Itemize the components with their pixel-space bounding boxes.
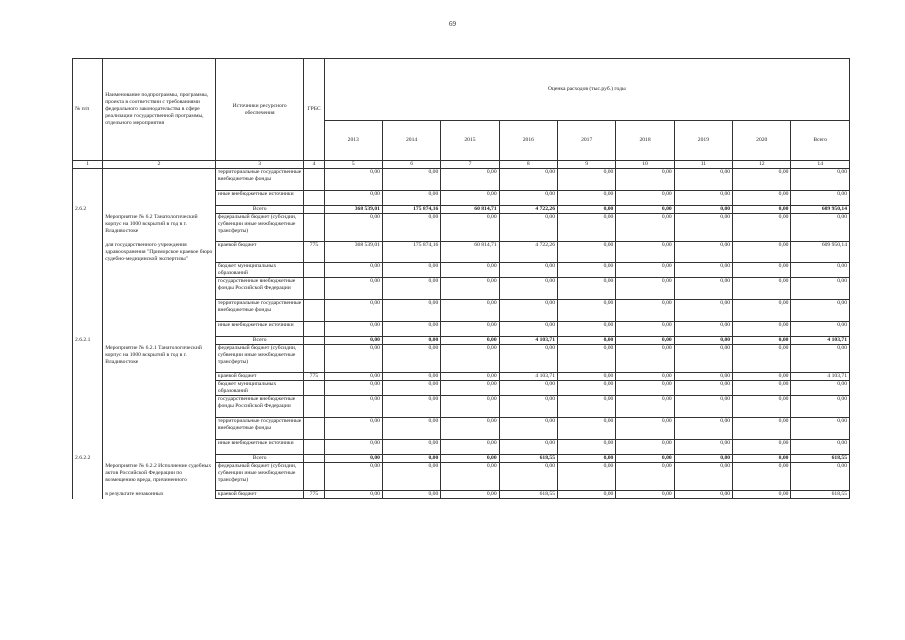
row-value: 0,00 <box>616 491 674 499</box>
row-value: 0,00 <box>558 242 616 263</box>
row-value: 0,00 <box>558 263 616 278</box>
header-costs: Оценка расходов (тыс.руб.) годы <box>324 59 849 121</box>
row-value: 0,00 <box>616 345 674 373</box>
row-value: 0,00 <box>616 373 674 381</box>
row-name: для государственного учреждения здравоохранения "Приморское краевое бюро судебно-медицинской экспертизы" <box>103 242 216 263</box>
row-value: 0,00 <box>558 337 616 345</box>
row-value: 0,00 <box>324 381 382 396</box>
row-value: 0,00 <box>382 191 440 206</box>
row-source: территориальные государственные внебюджетные фонды <box>215 300 304 322</box>
row-value: 0,00 <box>558 214 616 242</box>
row-value: 0,00 <box>441 169 499 191</box>
row-value: 0,00 <box>324 491 382 499</box>
row-name <box>103 169 216 191</box>
row-value: 0,00 <box>616 206 674 214</box>
row-num <box>73 396 103 418</box>
row-source: территориальные государственные внебюджетные фонды <box>215 418 304 440</box>
row-value: 0,00 <box>441 278 499 300</box>
row-value: 0,00 <box>324 191 382 206</box>
row-value: 0,00 <box>382 322 440 337</box>
row-value: 0,00 <box>441 337 499 345</box>
row-grbs <box>304 396 324 418</box>
row-value: 0,00 <box>733 396 791 418</box>
expenditure-table <box>72 58 850 499</box>
row-grbs <box>304 214 324 242</box>
row-value: 0,00 <box>674 322 732 337</box>
row-source: краевой бюджет <box>215 373 304 381</box>
row-grbs <box>304 345 324 373</box>
row-value: 0,00 <box>674 300 732 322</box>
row-value: 0,00 <box>324 322 382 337</box>
row-value: 0,00 <box>616 278 674 300</box>
row-value: 0,00 <box>791 278 850 300</box>
table-row <box>73 322 850 337</box>
row-value: 0,00 <box>733 440 791 455</box>
row-num <box>73 263 103 278</box>
row-name <box>103 191 216 206</box>
row-value: 0,00 <box>558 191 616 206</box>
header-year: 2015 <box>441 121 499 161</box>
table-row <box>73 242 850 263</box>
header-year: 2017 <box>558 121 616 161</box>
row-value: 0,00 <box>791 300 850 322</box>
header-year: 2018 <box>616 121 674 161</box>
row-name: Мероприятие № 6.2 Танатологический корпус на 1000 вскрытий в год в г. Владивостоке <box>103 214 216 242</box>
row-source: иные внебюджетные источники <box>215 322 304 337</box>
table-row <box>73 206 850 214</box>
row-value: 0,00 <box>441 381 499 396</box>
row-num <box>73 373 103 381</box>
row-value: 0,00 <box>324 337 382 345</box>
row-source: краевой бюджет <box>215 242 304 263</box>
row-value: 0,00 <box>441 191 499 206</box>
row-value: 0,00 <box>499 381 557 396</box>
header-name: Наименование подпрограммы, программы, проекта в соответствии с требованиями федерального законодательства в сфере реализации государственной программы, отдельного мероприятия <box>103 59 216 161</box>
header-year: 2020 <box>733 121 791 161</box>
row-value: 0,00 <box>674 381 732 396</box>
row-value: 0,00 <box>558 206 616 214</box>
row-value: 0,00 <box>616 263 674 278</box>
row-num <box>73 242 103 263</box>
row-name <box>103 418 216 440</box>
row-value: 175 874,16 <box>382 206 440 214</box>
row-value: 0,00 <box>441 345 499 373</box>
header-index: 4 <box>304 161 324 169</box>
header-index: 10 <box>616 161 674 169</box>
row-value: 0,00 <box>382 345 440 373</box>
row-grbs: 775 <box>304 373 324 381</box>
row-value: 0,00 <box>382 440 440 455</box>
row-value: 0,00 <box>324 463 382 491</box>
row-value: 0,00 <box>558 381 616 396</box>
row-value: 0,00 <box>382 455 440 463</box>
row-source: краевой бюджет <box>215 491 304 499</box>
row-num <box>73 191 103 206</box>
row-value: 0,00 <box>558 418 616 440</box>
row-value: 0,00 <box>674 396 732 418</box>
row-value: 0,00 <box>733 373 791 381</box>
row-value: 0,00 <box>382 278 440 300</box>
row-name: Мероприятие № 6.2.1 Танатологический корпус на 1000 вскрытий в год в г. Владивостоке <box>103 345 216 373</box>
row-value: 0,00 <box>441 373 499 381</box>
row-value: 618,55 <box>791 491 850 499</box>
header-year: 2014 <box>382 121 440 161</box>
row-value: 0,00 <box>791 463 850 491</box>
page-number: 69 <box>449 20 456 28</box>
row-value: 0,00 <box>324 418 382 440</box>
row-value: 0,00 <box>441 263 499 278</box>
header-index: 9 <box>558 161 616 169</box>
row-source: федеральный бюджет (субсидии, субвенции иные межбюджетные трансферты) <box>215 214 304 242</box>
row-value: 0,00 <box>791 381 850 396</box>
row-value: 0,00 <box>382 373 440 381</box>
row-value: 0,00 <box>616 418 674 440</box>
row-num <box>73 300 103 322</box>
row-num: 2.6.2.2 <box>73 455 103 463</box>
row-value: 0,00 <box>674 373 732 381</box>
row-value: 0,00 <box>558 373 616 381</box>
row-source: территориальные государственные внебюджетные фонды <box>215 169 304 191</box>
row-value: 60 814,71 <box>441 242 499 263</box>
row-name <box>103 337 216 345</box>
row-value: 0,00 <box>674 337 732 345</box>
header-index: 2 <box>103 161 216 169</box>
row-value: 0,00 <box>791 169 850 191</box>
row-value: 0,00 <box>324 300 382 322</box>
table-row <box>73 381 850 396</box>
table-row <box>73 373 850 381</box>
row-value: 0,00 <box>441 491 499 499</box>
row-name <box>103 440 216 455</box>
table-row <box>73 169 850 191</box>
row-source: бюджет муниципальных образований <box>215 381 304 396</box>
row-value: 0,00 <box>558 322 616 337</box>
table-row <box>73 463 850 491</box>
row-value: 0,00 <box>382 396 440 418</box>
row-value: 0,00 <box>616 455 674 463</box>
row-value: 0,00 <box>441 418 499 440</box>
row-value: 0,00 <box>382 491 440 499</box>
row-name <box>103 322 216 337</box>
table-row <box>73 278 850 300</box>
row-value: 0,00 <box>733 381 791 396</box>
table-row <box>73 396 850 418</box>
row-value: 0,00 <box>558 345 616 373</box>
table-row <box>73 300 850 322</box>
row-value: 368 539,01 <box>324 206 382 214</box>
row-value: 0,00 <box>733 491 791 499</box>
row-value: 175 874,16 <box>382 242 440 263</box>
row-value: 0,00 <box>733 263 791 278</box>
row-grbs <box>304 263 324 278</box>
row-num <box>73 169 103 191</box>
row-name <box>103 300 216 322</box>
row-value: 0,00 <box>441 396 499 418</box>
row-value: 0,00 <box>558 169 616 191</box>
row-value: 0,00 <box>616 463 674 491</box>
row-value: 0,00 <box>499 278 557 300</box>
row-value: 0,00 <box>674 169 732 191</box>
header-year: 2016 <box>499 121 557 161</box>
table-row <box>73 418 850 440</box>
row-source: государственные внебюджетные фонды Российской Федерации <box>215 396 304 418</box>
row-num <box>73 463 103 491</box>
row-value: 0,00 <box>382 300 440 322</box>
row-value: 0,00 <box>616 337 674 345</box>
header-source: Источники ресурсного обеспечения <box>215 59 304 161</box>
row-value: 0,00 <box>382 381 440 396</box>
row-value: 0,00 <box>499 300 557 322</box>
row-value: 0,00 <box>791 396 850 418</box>
row-value: 609 950,14 <box>791 242 850 263</box>
row-value: 0,00 <box>733 455 791 463</box>
row-value: 0,00 <box>674 418 732 440</box>
row-value: 0,00 <box>499 263 557 278</box>
row-source: Всего <box>215 206 304 214</box>
row-value: 0,00 <box>558 440 616 455</box>
row-value: 0,00 <box>441 463 499 491</box>
row-value: 0,00 <box>674 263 732 278</box>
row-num <box>73 440 103 455</box>
row-name: Мероприятие № 6.2.2 Исполнение судебных актов Российской Федерации по возмещению вреда, причиненного <box>103 463 216 491</box>
row-value: 0,00 <box>616 214 674 242</box>
row-value: 0,00 <box>674 278 732 300</box>
table-row <box>73 345 850 373</box>
row-value: 0,00 <box>791 440 850 455</box>
row-value: 0,00 <box>499 418 557 440</box>
row-grbs <box>304 206 324 214</box>
row-value: 0,00 <box>324 373 382 381</box>
row-num <box>73 214 103 242</box>
table-row <box>73 337 850 345</box>
row-value: 0,00 <box>674 191 732 206</box>
row-grbs <box>304 463 324 491</box>
row-value: 0,00 <box>558 463 616 491</box>
header-grbs: ГРБС <box>304 59 324 161</box>
row-grbs <box>304 418 324 440</box>
row-grbs <box>304 455 324 463</box>
row-source: Всего <box>215 337 304 345</box>
row-value: 0,00 <box>499 322 557 337</box>
row-grbs: 775 <box>304 242 324 263</box>
row-value: 0,00 <box>499 440 557 455</box>
row-value: 0,00 <box>791 345 850 373</box>
row-grbs <box>304 169 324 191</box>
header-index: 11 <box>674 161 732 169</box>
row-value: 368 539,01 <box>324 242 382 263</box>
row-value: 0,00 <box>733 191 791 206</box>
row-name: в результате незаконных <box>103 491 216 499</box>
row-grbs <box>304 278 324 300</box>
row-value: 0,00 <box>441 440 499 455</box>
table-row <box>73 263 850 278</box>
row-value: 0,00 <box>791 191 850 206</box>
row-source: федеральный бюджет (субсидии, субвенции иные межбюджетные трансферты) <box>215 345 304 373</box>
row-name <box>103 373 216 381</box>
row-value: 0,00 <box>616 169 674 191</box>
row-value: 0,00 <box>441 214 499 242</box>
row-value: 0,00 <box>324 169 382 191</box>
row-num <box>73 491 103 499</box>
row-value: 0,00 <box>733 300 791 322</box>
header-index: 14 <box>791 161 850 169</box>
row-value: 4 103,71 <box>791 373 850 381</box>
row-value: 0,00 <box>499 214 557 242</box>
row-value: 0,00 <box>382 214 440 242</box>
row-value: 0,00 <box>616 322 674 337</box>
row-value: 0,00 <box>324 440 382 455</box>
row-value: 0,00 <box>382 169 440 191</box>
row-value: 609 950,14 <box>791 206 850 214</box>
row-value: 4 722,26 <box>499 242 557 263</box>
row-num <box>73 418 103 440</box>
row-value: 0,00 <box>733 463 791 491</box>
row-value: 0,00 <box>733 206 791 214</box>
row-source: государственные внебюджетные фонды Российской Федерации <box>215 278 304 300</box>
row-value: 0,00 <box>616 440 674 455</box>
row-source: иные внебюджетные источники <box>215 440 304 455</box>
table-row <box>73 440 850 455</box>
row-value: 0,00 <box>791 263 850 278</box>
row-grbs: 775 <box>304 491 324 499</box>
row-value: 4 103,71 <box>499 337 557 345</box>
row-num <box>73 381 103 396</box>
row-name <box>103 278 216 300</box>
row-value: 0,00 <box>791 214 850 242</box>
row-value: 60 814,71 <box>441 206 499 214</box>
row-name <box>103 381 216 396</box>
row-value: 0,00 <box>499 191 557 206</box>
row-value: 0,00 <box>733 418 791 440</box>
header-index: 6 <box>382 161 440 169</box>
row-value: 0,00 <box>791 418 850 440</box>
row-value: 0,00 <box>324 214 382 242</box>
row-grbs <box>304 337 324 345</box>
row-value: 4 103,71 <box>499 373 557 381</box>
table-row <box>73 491 850 499</box>
row-source: федеральный бюджет (субсидии, субвенции иные межбюджетные трансферты) <box>215 463 304 491</box>
row-value: 618,55 <box>499 455 557 463</box>
row-value: 0,00 <box>324 396 382 418</box>
row-value: 0,00 <box>382 263 440 278</box>
row-value: 0,00 <box>441 300 499 322</box>
row-value: 0,00 <box>674 214 732 242</box>
table-row <box>73 214 850 242</box>
header-year: 2013 <box>324 121 382 161</box>
header-year: Всего <box>791 121 850 161</box>
row-value: 0,00 <box>441 455 499 463</box>
row-value: 0,00 <box>441 322 499 337</box>
row-value: 0,00 <box>674 463 732 491</box>
row-name <box>103 263 216 278</box>
row-value: 0,00 <box>382 463 440 491</box>
row-source: Всего <box>215 455 304 463</box>
header-index: 1 <box>73 161 103 169</box>
row-num <box>73 278 103 300</box>
header-index: 8 <box>499 161 557 169</box>
header-index: 7 <box>441 161 499 169</box>
row-value: 0,00 <box>674 491 732 499</box>
row-value: 0,00 <box>499 345 557 373</box>
row-value: 0,00 <box>733 242 791 263</box>
row-grbs <box>304 322 324 337</box>
row-value: 0,00 <box>324 278 382 300</box>
row-source: бюджет муниципальных образований <box>215 263 304 278</box>
row-value: 0,00 <box>499 463 557 491</box>
row-value: 0,00 <box>324 455 382 463</box>
row-value: 0,00 <box>616 396 674 418</box>
row-value: 0,00 <box>674 242 732 263</box>
row-value: 0,00 <box>733 337 791 345</box>
row-value: 0,00 <box>616 300 674 322</box>
header-num: № п/п <box>73 59 103 161</box>
row-value: 0,00 <box>558 491 616 499</box>
row-num: 2.6.2.1 <box>73 337 103 345</box>
row-value: 0,00 <box>324 345 382 373</box>
header-year: 2019 <box>674 121 732 161</box>
row-value: 0,00 <box>733 345 791 373</box>
row-value: 0,00 <box>733 169 791 191</box>
row-value: 0,00 <box>674 455 732 463</box>
header-index: 3 <box>215 161 304 169</box>
row-value: 4 103,71 <box>791 337 850 345</box>
row-value: 0,00 <box>324 263 382 278</box>
row-value: 0,00 <box>616 191 674 206</box>
row-value: 0,00 <box>674 345 732 373</box>
row-grbs <box>304 300 324 322</box>
row-value: 0,00 <box>558 396 616 418</box>
header-index: 12 <box>733 161 791 169</box>
row-value: 0,00 <box>733 278 791 300</box>
row-value: 0,00 <box>733 322 791 337</box>
row-value: 0,00 <box>616 381 674 396</box>
row-value: 0,00 <box>733 214 791 242</box>
row-value: 0,00 <box>558 278 616 300</box>
row-source: иные внебюджетные источники <box>215 191 304 206</box>
row-name <box>103 206 216 214</box>
row-value: 0,00 <box>791 322 850 337</box>
table-row <box>73 191 850 206</box>
row-grbs <box>304 381 324 396</box>
row-value: 0,00 <box>382 337 440 345</box>
row-grbs <box>304 191 324 206</box>
row-value: 0,00 <box>616 242 674 263</box>
row-num: 2.6.2 <box>73 206 103 214</box>
row-value: 0,00 <box>558 455 616 463</box>
row-value: 4 722,26 <box>499 206 557 214</box>
row-value: 618,55 <box>499 491 557 499</box>
table-row <box>73 455 850 463</box>
row-value: 0,00 <box>499 169 557 191</box>
row-value: 0,00 <box>674 206 732 214</box>
row-name <box>103 455 216 463</box>
row-value: 0,00 <box>382 418 440 440</box>
header-index: 5 <box>324 161 382 169</box>
row-name <box>103 396 216 418</box>
row-grbs <box>304 440 324 455</box>
row-value: 0,00 <box>674 440 732 455</box>
row-value: 618,55 <box>791 455 850 463</box>
row-value: 0,00 <box>499 396 557 418</box>
row-num <box>73 345 103 373</box>
row-num <box>73 322 103 337</box>
row-value: 0,00 <box>558 300 616 322</box>
